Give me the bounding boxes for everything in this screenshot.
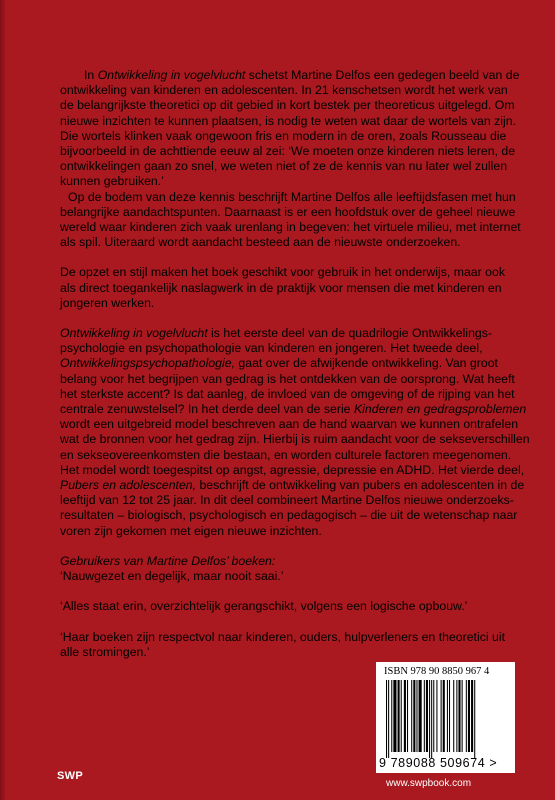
text-line: jongeren werken. (60, 295, 155, 310)
isbn-label: ISBN 978 90 8850 967 4 (384, 666, 490, 677)
paragraph-life-phases (60, 189, 521, 251)
text-line: Ontwikkeling in vogelvlucht is het eerste deel van de quadrilogie Ontwikkelings- (60, 326, 492, 341)
text-line: als spil. Uiteraard wordt aandacht besteed aan de nieuwste onderzoeken. (60, 235, 461, 250)
text-line: het sterkste accent? Is dat aanleg, de invloed van de omgeving of de rijping van het (60, 386, 515, 401)
reviews-heading: Gebruikers van Martine Delfos’ boeken: (60, 553, 276, 568)
text-line: belangrijke aandachtspunten. Daarnaast is er een hoofdstuk over de geheel nieuwe (60, 204, 516, 219)
text-line: voren zijn gekomen met eigen nieuwe inzichten. (60, 523, 322, 538)
text-line: nieuwe inzichten te kunnen plaatsen, is nodig te weten wat daar de wortels van zijn. (60, 113, 516, 128)
text-line: Die wortels klinken vaak ongewoon fris en modern in de oren, zoals Rousseau die (60, 128, 507, 143)
publisher-url[interactable]: www.swpbook.com (386, 778, 472, 789)
text-line: De opzet en stijl maken het boek geschikt voor gebruik in het onderwijs, maar ook (60, 265, 505, 280)
text-line: Het model wordt toegespitst op angst, agressie, depressie en ADHD. Het vierde deel, (60, 462, 525, 477)
review-quote: ‘Haar boeken zijn respectvol naar kinderen, ouders, hulpverleners en theoretici uit (60, 629, 505, 644)
text-line: psychologie en psychopathologie van kinderen en jongeren. Het tweede deel, (60, 341, 483, 356)
text-line: wereld waar kinderen zich vaak urenlang in begeven: het virtuele milieu, met internet (60, 220, 521, 235)
barcode-image (382, 680, 509, 758)
barcode-number: 9 789088 509674 > (379, 756, 498, 770)
text-line: ontwikkelingen gaan zo snel, we weten niet of ze de kennis van nu later wel zullen (60, 159, 508, 174)
review-quote: alle stromingen.’ (60, 644, 150, 659)
review-quote: ‘Alles staat erin, overzichtelijk gerangschikt, volgens een logische opbouw.’ (60, 599, 468, 614)
text-line: resultaten – biologisch, psychologisch en pedagogisch – die uit de wetenschap naar (60, 508, 518, 523)
text-line: Op de bodem van deze kennis beschrijft Martine Delfos alle leeftijdsfasen met hun (68, 189, 516, 204)
text-line: kunnen gebruiken.’ (60, 174, 164, 189)
text-line: In Ontwikkeling in vogelvlucht schetst Martine Delfos een gedegen beeld van de (84, 68, 520, 82)
text-line: wordt een uitgebreid model beschreven aan de hand waarvan we kunnen ontrafelen (60, 417, 519, 432)
paragraph-usage (60, 265, 515, 311)
publisher-logo: SWP (57, 770, 83, 782)
text-line: als direct toegankelijk naslagwerk in de praktijk voor mensen die met kinderen en (60, 280, 502, 295)
text-line: wat de bronnen voor het gedrag zijn. Hierbij is ruim aandacht voor de sekseverschillen (60, 432, 530, 447)
spine-shadow (0, 0, 6, 800)
back-cover-text (60, 68, 530, 660)
text-line: leeftijd van 12 tot 25 jaar. In dit deel combineert Martine Delfos nieuwe onderzoeks- (60, 493, 514, 508)
text-line: centrale zenuwstelsel? In het derde deel van de serie Kinderen en gedragsproblemen (60, 402, 527, 417)
text-line: bijvoorbeeld in de achttiende eeuw al zei: ‘We moeten onze kinderen niets leren, de (60, 144, 516, 159)
text-line: Ontwikkelingspsychopathologie, gaat over de afwijkende ontwikkeling. Van groot (60, 356, 498, 371)
review-quote: ‘Nauwgezet en degelijk, maar nooit saai.’ (60, 569, 284, 584)
text-line: de belangrijkste theoretici op dit gebied in kort bestek per theoreticus uitgelegd. Om (60, 98, 515, 113)
paragraph-intro (60, 68, 520, 190)
text-line: belang voor het begrijpen van gedrag is het ontdekken van de oorsprong. Wat heeft (60, 371, 515, 386)
paragraph-series (60, 326, 530, 539)
text-line: en sekseovereenkomsten die bestaan, en worden culturele factoren meegenomen. (60, 447, 512, 462)
reviews-section (60, 554, 515, 660)
text-line: Pubers en adolescenten, beschrijft de ontwikkeling van pubers en adolescenten in de (60, 478, 525, 493)
isbn-barcode-box (376, 662, 515, 773)
text-line: ontwikkeling van kinderen en adolescenten. In 21 kenschetsen wordt het werk van (60, 83, 508, 98)
